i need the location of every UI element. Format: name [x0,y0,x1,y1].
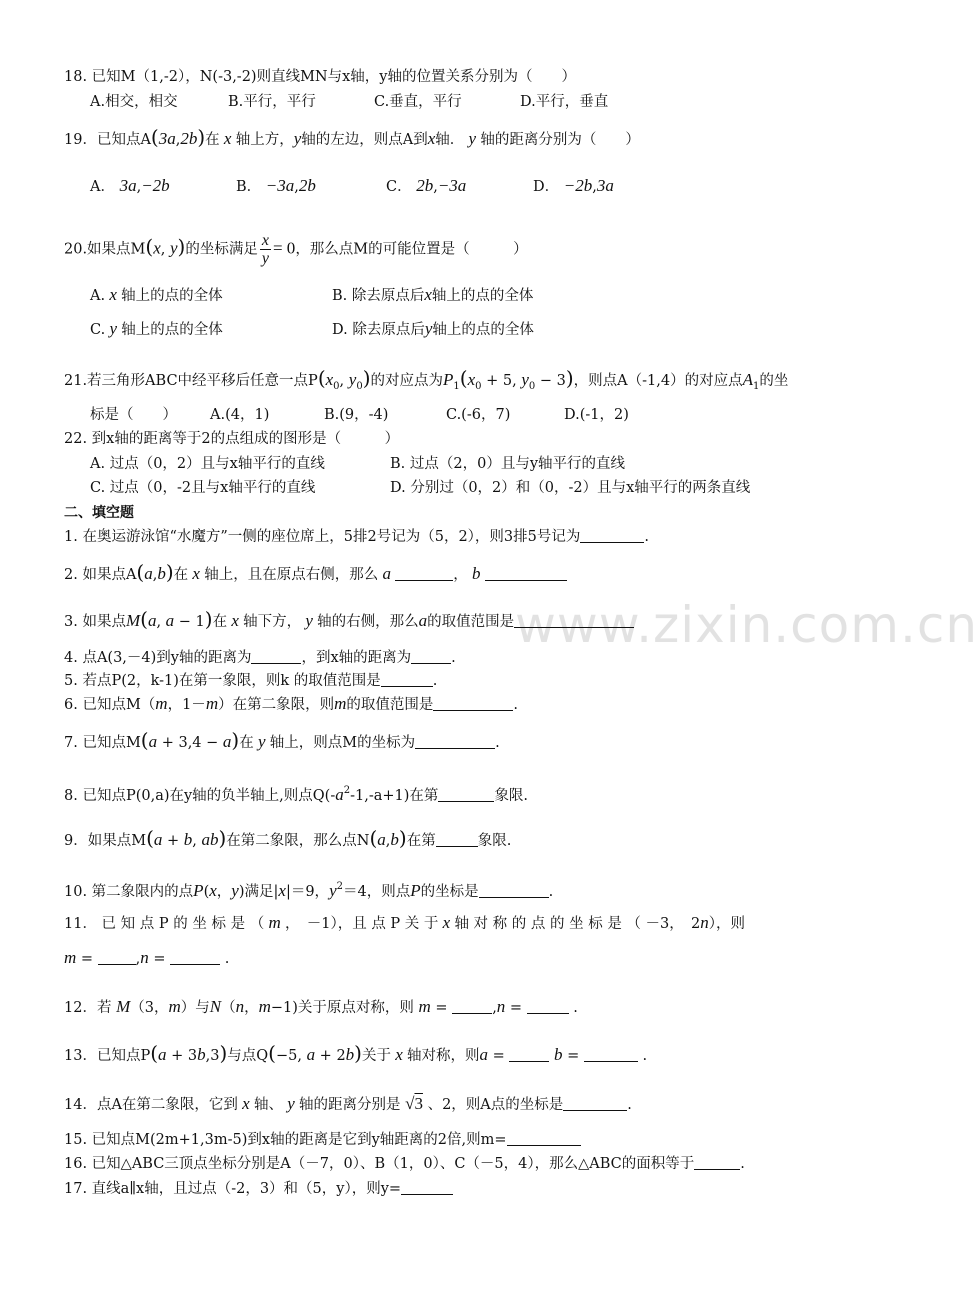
fill-15: 15. 已知点M(2m+1,3m-5)到x轴的距离是它到y轴距离的2倍,则m= [64,1130,581,1150]
fill-5: 5. 若点P(2，k-1)在第一象限，则k 的取值范围是 . [64,673,438,689]
fill-3: 3. 如果点M(a, a − 1)在 x 轴下方， y 轴的右侧，那么a的取值范围是 [64,609,634,632]
fill-6: 6. 已知点M（m，1－m）在第二象限，则m的取值范围是 . [64,694,518,713]
fill-4: 4. 点A(3,－4)到y轴的距离为 ，到x轴的距离为 . [64,650,456,666]
q19-stem: 19．已知点A(3a,2b)在 x 轴上方，y轴的左边，则点A到x轴． y 轴的距离分别为（ ） [64,125,640,149]
fill-13: 13．已知点P(a + 3b,3)与点Q(−5, a + 2b)关于 x 轴对称，则a = b = . [64,1041,648,1065]
fill-7: 7. 已知点M(a + 3,4 − a)在 y 轴上，则点M的坐标为 . [64,728,500,752]
q20-stem: 20.如果点M(x, y)的坐标满足 $\frac{x}{y}$ = 0，那么点M的可能位置是（ ） [64,232,528,267]
q22-options-cd [90,478,750,498]
q19-options: A． 3a,−2b B． −3a,2b C． 2b,−3a D． −2b,3a [90,176,614,195]
fill-8: 8. 已知点P(0,a)在y轴的负半轴上,则点$Q(-a^2-1,-a+1)$在第 象限. [64,785,529,804]
q22-option-b: B. 过点（2，0）且与y轴平行的直线 [390,456,626,472]
fill-12: 12．若 M（3，m）与N（n，m−1)关于原点对称，则 m = ,n = . [64,997,578,1016]
q22-options-ab [90,454,625,474]
q18-option-c: C.垂直，平行 [374,94,462,110]
q18-stem: 18. 已知M（1,-2），N(-3,-2)则直线MN与x轴，y轴的位置关系分别为（ ） [64,69,576,85]
fill-16: 16. 已知△ABC三顶点坐标分别是A（－7，0）、B（1，0）、C（－5，4），那么△ABC的面积等于 . [64,1156,745,1172]
q20-options-cd: C. y 轴上的点的全体 D. 除去原点后y轴上的点的全体 [90,319,534,338]
q18-option-b: B.平行，平行 [228,94,316,110]
fill-11-line2: m = ,n = . [64,948,230,967]
q22-option-a: A. 过点（0，2）且与x轴平行的直线 [90,456,325,472]
q18-option-d: D.平行，垂直 [520,94,609,110]
fill-9: 9．如果点M(a + b, ab)在第二象限，那么点N(a,b)在第 象限. [64,826,512,850]
q21-option-b: B.(9，-4) [324,407,389,423]
q22-stem: 22. 到x轴的距离等于2的点组成的图形是（ ） [64,431,400,447]
fill-11-line1: 11． 已 知 点 P 的 坐 标 是 （ m ， －1），且 点 P 关 于 x 轴 对 称 的 点 的 坐 标 是 （ －3， 2n），则 [64,913,745,932]
fill-10: 10. 第二象限内的点P(x，y)满足|x|＝9，$y^2=4$，则点P的坐标是 . [64,881,554,900]
q18-options [90,92,608,112]
fill-17: 17. 直线a∥x轴，且过点（-2，3）和（5，y），则y= [64,1179,453,1199]
q22-option-d: D. 分别过（0，2）和（0，-2）且与x轴平行的两条直线 [390,480,751,496]
fill-1: 1. 在奥运游泳馆“水魔方”一侧的座位席上，5排2号记为（5，2），则3排5号记为 . [64,529,649,545]
section-title: 二、填空题 [64,505,134,521]
q21-option-d: D.(-1，2) [564,407,629,423]
q22-option-c: C. 过点（0，-2且与x轴平行的直线 [90,480,316,496]
watermark: www.zixin.com.cn [515,596,978,654]
q21-stem: 21.若三角形ABC中经平移后任意一点$P(x_0$, $y_0$)的对应点为$P_1(x_0 + 5$, $y_0 - 3$)，则点A（-1,4）的对应点$A_1$的坐 [64,366,789,392]
fill-14: 14．点A在第二象限，它到 x 轴、 y 轴的距离分别是 √3 、2，则A点的坐标是 . [64,1094,632,1113]
q21-line2: 标是（ ） A.(4，1) B.(9，-4) C.(-6，7) D.(-1，2) [90,407,629,423]
q20-options-ab: A. x 轴上的点的全体 B. 除去原点后x轴上的点的全体 [90,285,534,304]
q21-option-a: A.(4，1) [210,407,270,423]
fill-2: 2. 如果点A(a,b)在 x 轴上，且在原点右侧，那么 a ， b [64,562,567,585]
q21-option-c: C.(-6，7) [446,407,511,423]
q18-option-a: A.相交，相交 [90,94,178,110]
